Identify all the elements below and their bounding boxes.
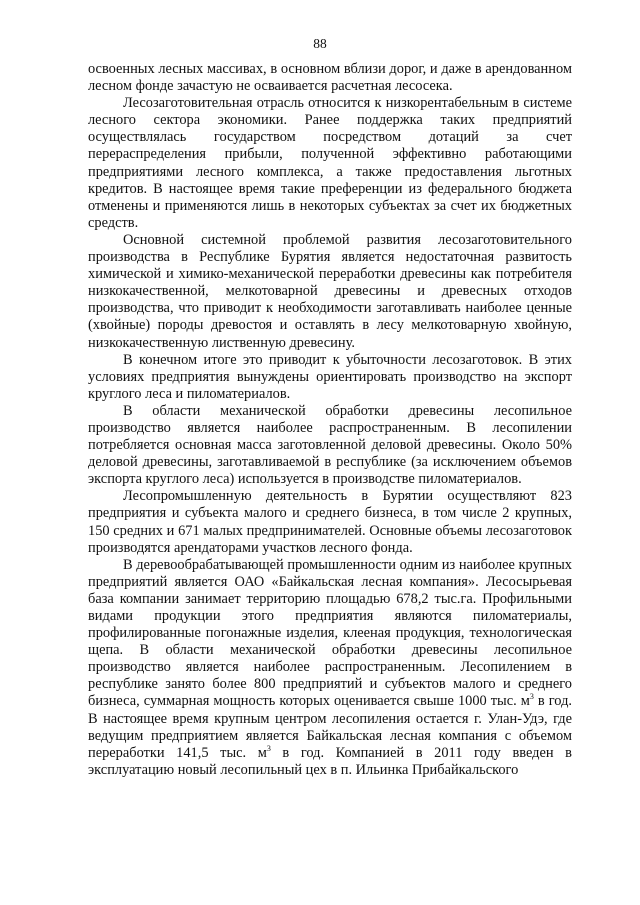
paragraph-1: освоенных лесных массивах, в основном вблизи дорог, и даже в арендованном лесном фонде зачастую не осваивается расчетная лесосека. — [88, 61, 572, 95]
paragraph-7 — [88, 557, 572, 779]
page-number: 88 — [313, 36, 327, 51]
cubic-superscript-b: 3 — [266, 743, 271, 753]
document-body — [88, 61, 572, 779]
cubic-superscript-a: 3 — [529, 692, 534, 702]
paragraph-7-part-a: В деревообрабатывающей промышленности одним из наиболее крупных предприятий является ОАО «Байкальская лесная компания». Лесосырьевая база компании занимает территорию площадью 678,2 тыс.га. Профильными видами продукции этого предприятия являются пиломатериалы, профилированные погонажные изделия, клееная продукция, технологическая щепа. В области механической обработки древесины лесопильное производство является наиболее распространенным. Лесопилением в республике занято более 800 предприятий и субъектов малого и среднего бизнеса, суммарная мощность которых оценивается свыше 1000 тыс. м — [88, 556, 572, 710]
paragraph-7-part-b: в год. В настоящее время крупным центром лесопиления остается г. Улан-Удэ, где ведущим предприятием является Байкальская лесная компания с объемом переработки 141,5 тыс. м — [88, 693, 573, 761]
paragraph-4: В конечном итоге это приводит к убыточности лесозаготовок. В этих условиях предприятия вынуждены ориентировать производство на экспорт круглого леса и пиломатериалов. — [88, 351, 572, 402]
paragraph-7-part-c: в год. Компанией в 2011 году введен в эксплуатацию новый лесопильный цех в п. Ильинка Прибайкальского — [88, 744, 572, 778]
paragraph-2: Лесозаготовительная отрасль относится к низкорентабельным в системе лесного сектора экономики. Ранее поддержка таких предприятий осуществлялась государством посредством дотаций за счет перераспределения прибыли, полученной эффективно работающими предприятиями лесного комплекса, а также предоставления льготных кредитов. В настоящее время такие преференции из федерального бюджета отменены и применяются лишь в некоторых субъектах за счет их бюджетных средств. — [88, 95, 572, 231]
paragraph-6: Лесопромышленную деятельность в Бурятии осуществляют 823 предприятия и субъекта малого и среднего бизнеса, в том числе 2 крупных, 150 средних и 671 малых предпринимателей. Основные объемы лесозаготовок производятся арендаторами участков лесного фонда. — [88, 488, 572, 556]
paragraph-3: Основной системной проблемой развития лесозаготовительного производства в Республике Бурятия является недостаточная развитость химической и химико-механической переработки древесины как потребителя низкокачественной, мелкотоварной древесины и древесных отходов производства, что приводит к необходимости заготавливать наиболее ценные (хвойные) породы древостоя и оставлять в лесу мелкотоварную хвойную, низкокачественную лиственную древесину. — [88, 231, 572, 351]
paragraph-5: В области механической обработки древесины лесопильное производство является наиболее распространенным. В лесопилении потребляется основная масса заготовленной деловой древесины. Около 50% деловой древесины, заготавливаемой в республике (за исключением объемов экспорта круглого леса) используется в производстве пиломатериалов. — [88, 402, 572, 488]
